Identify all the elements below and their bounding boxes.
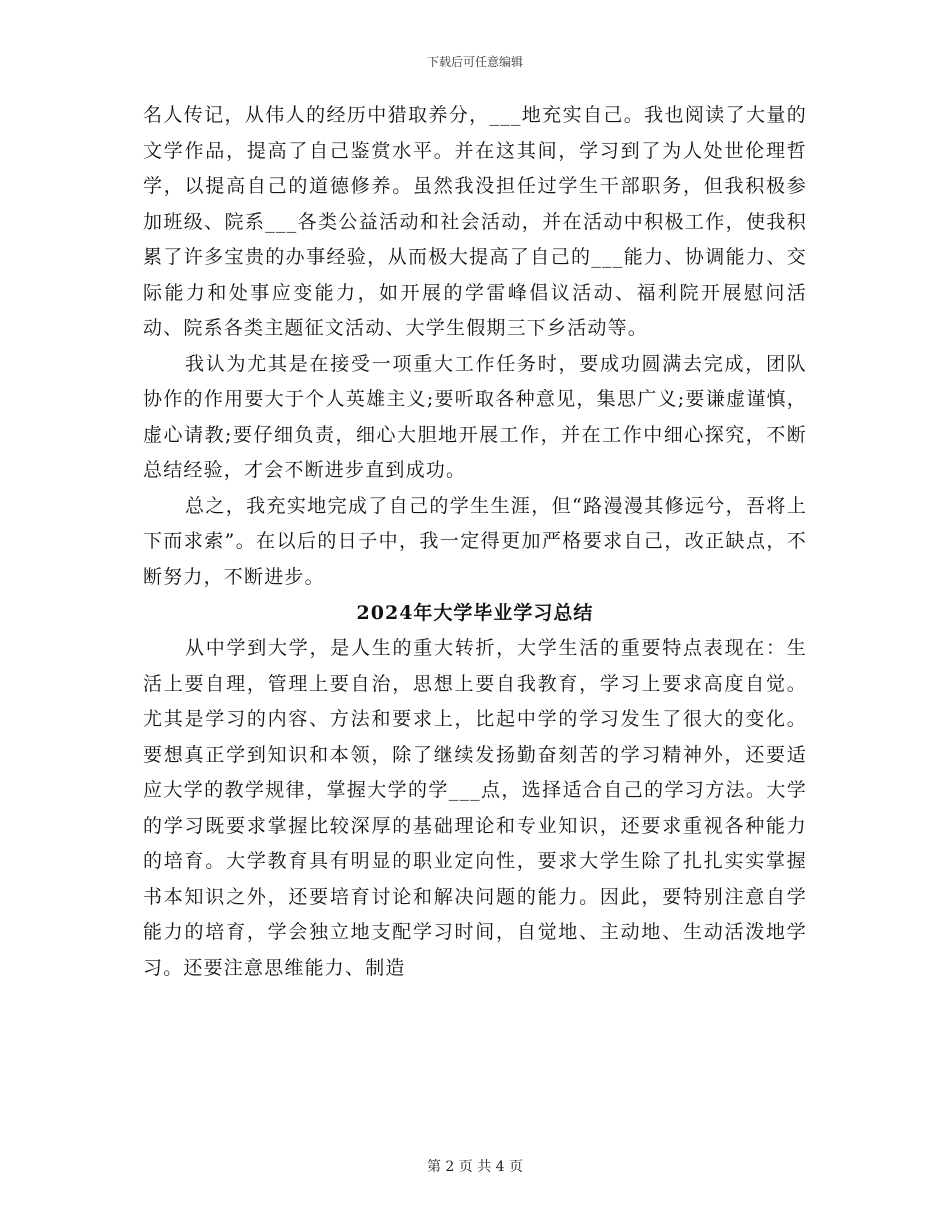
page-header: 下载后可任意编辑 xyxy=(426,55,523,69)
paragraph-section-body: 从中学到大学，是人生的重大转折，大学生活的重要特点表现在：生活上要自理，管理上要自治，思想上要自我教育，学习上要求高度自觉。尤其是学习的内容、方法和要求上，比起中学的学习发生了很大的变化。要想真正学到知识和本领，除了继续发扬勤奋刻苦的学习精神外，还要适应大学的教学规律，掌握大学的学___点，选择适合自己的学习方法。大学的学习既要求掌握比较深厚的基础理论和专业知识，还要求重视各种能力的培育。大学教育具有明显的职业定向性，要求大学生除了扎扎实实掌握书本知识之外，还要培育讨论和解决问题的能力。因此，要特别注意自学能力的培育，学会独立地支配学习时间，自觉地、主动地、生动活泼地学习。还要注意思维能力、制造 xyxy=(143,637,807,979)
document-body xyxy=(143,98,807,986)
section-title: 2024年大学毕业学习总结 xyxy=(356,602,594,624)
paragraph-teamwork: 我认为尤其是在接受一项重大工作任务时，要成功圆满去完成，团队协作的作用要大于个人英雄主义;要听取各种意见，集思广义;要谦虚谨慎，虚心请教;要仔细负责，细心大胆地开展工作，并在工作中细心探究，不断总结经验，才会不断进步直到成功。 xyxy=(143,352,807,481)
paragraph-continued: 名人传记，从伟人的经历中猎取养分，___地充实自己。我也阅读了大量的文学作品，提高了自己鉴赏水平。并在这其间，学习到了为人处世伦理哲学，以提高自己的道德修养。虽然我没担任过学生干部职务，但我积极参加班级、院系___各类公益活动和社会活动，并在活动中积极工作，使我积累了许多宝贵的办事经验，从而极大提高了自己的___能力、协调能力、交际能力和处事应变能力，如开展的学雷峰倡议活动、福利院开展慰问活动、院系各类主题征文活动、大学生假期三下乡活动等。 xyxy=(143,104,807,339)
paragraph-conclusion: 总之，我充实地完成了自己的学生生涯，但“路漫漫其修远兮，吾将上下而求索”。在以后的日子中，我一定得更加严格要求自己，改正缺点，不断努力，不断进步。 xyxy=(143,494,807,588)
page-number: 第 2 页 共 4 页 xyxy=(426,1159,524,1175)
